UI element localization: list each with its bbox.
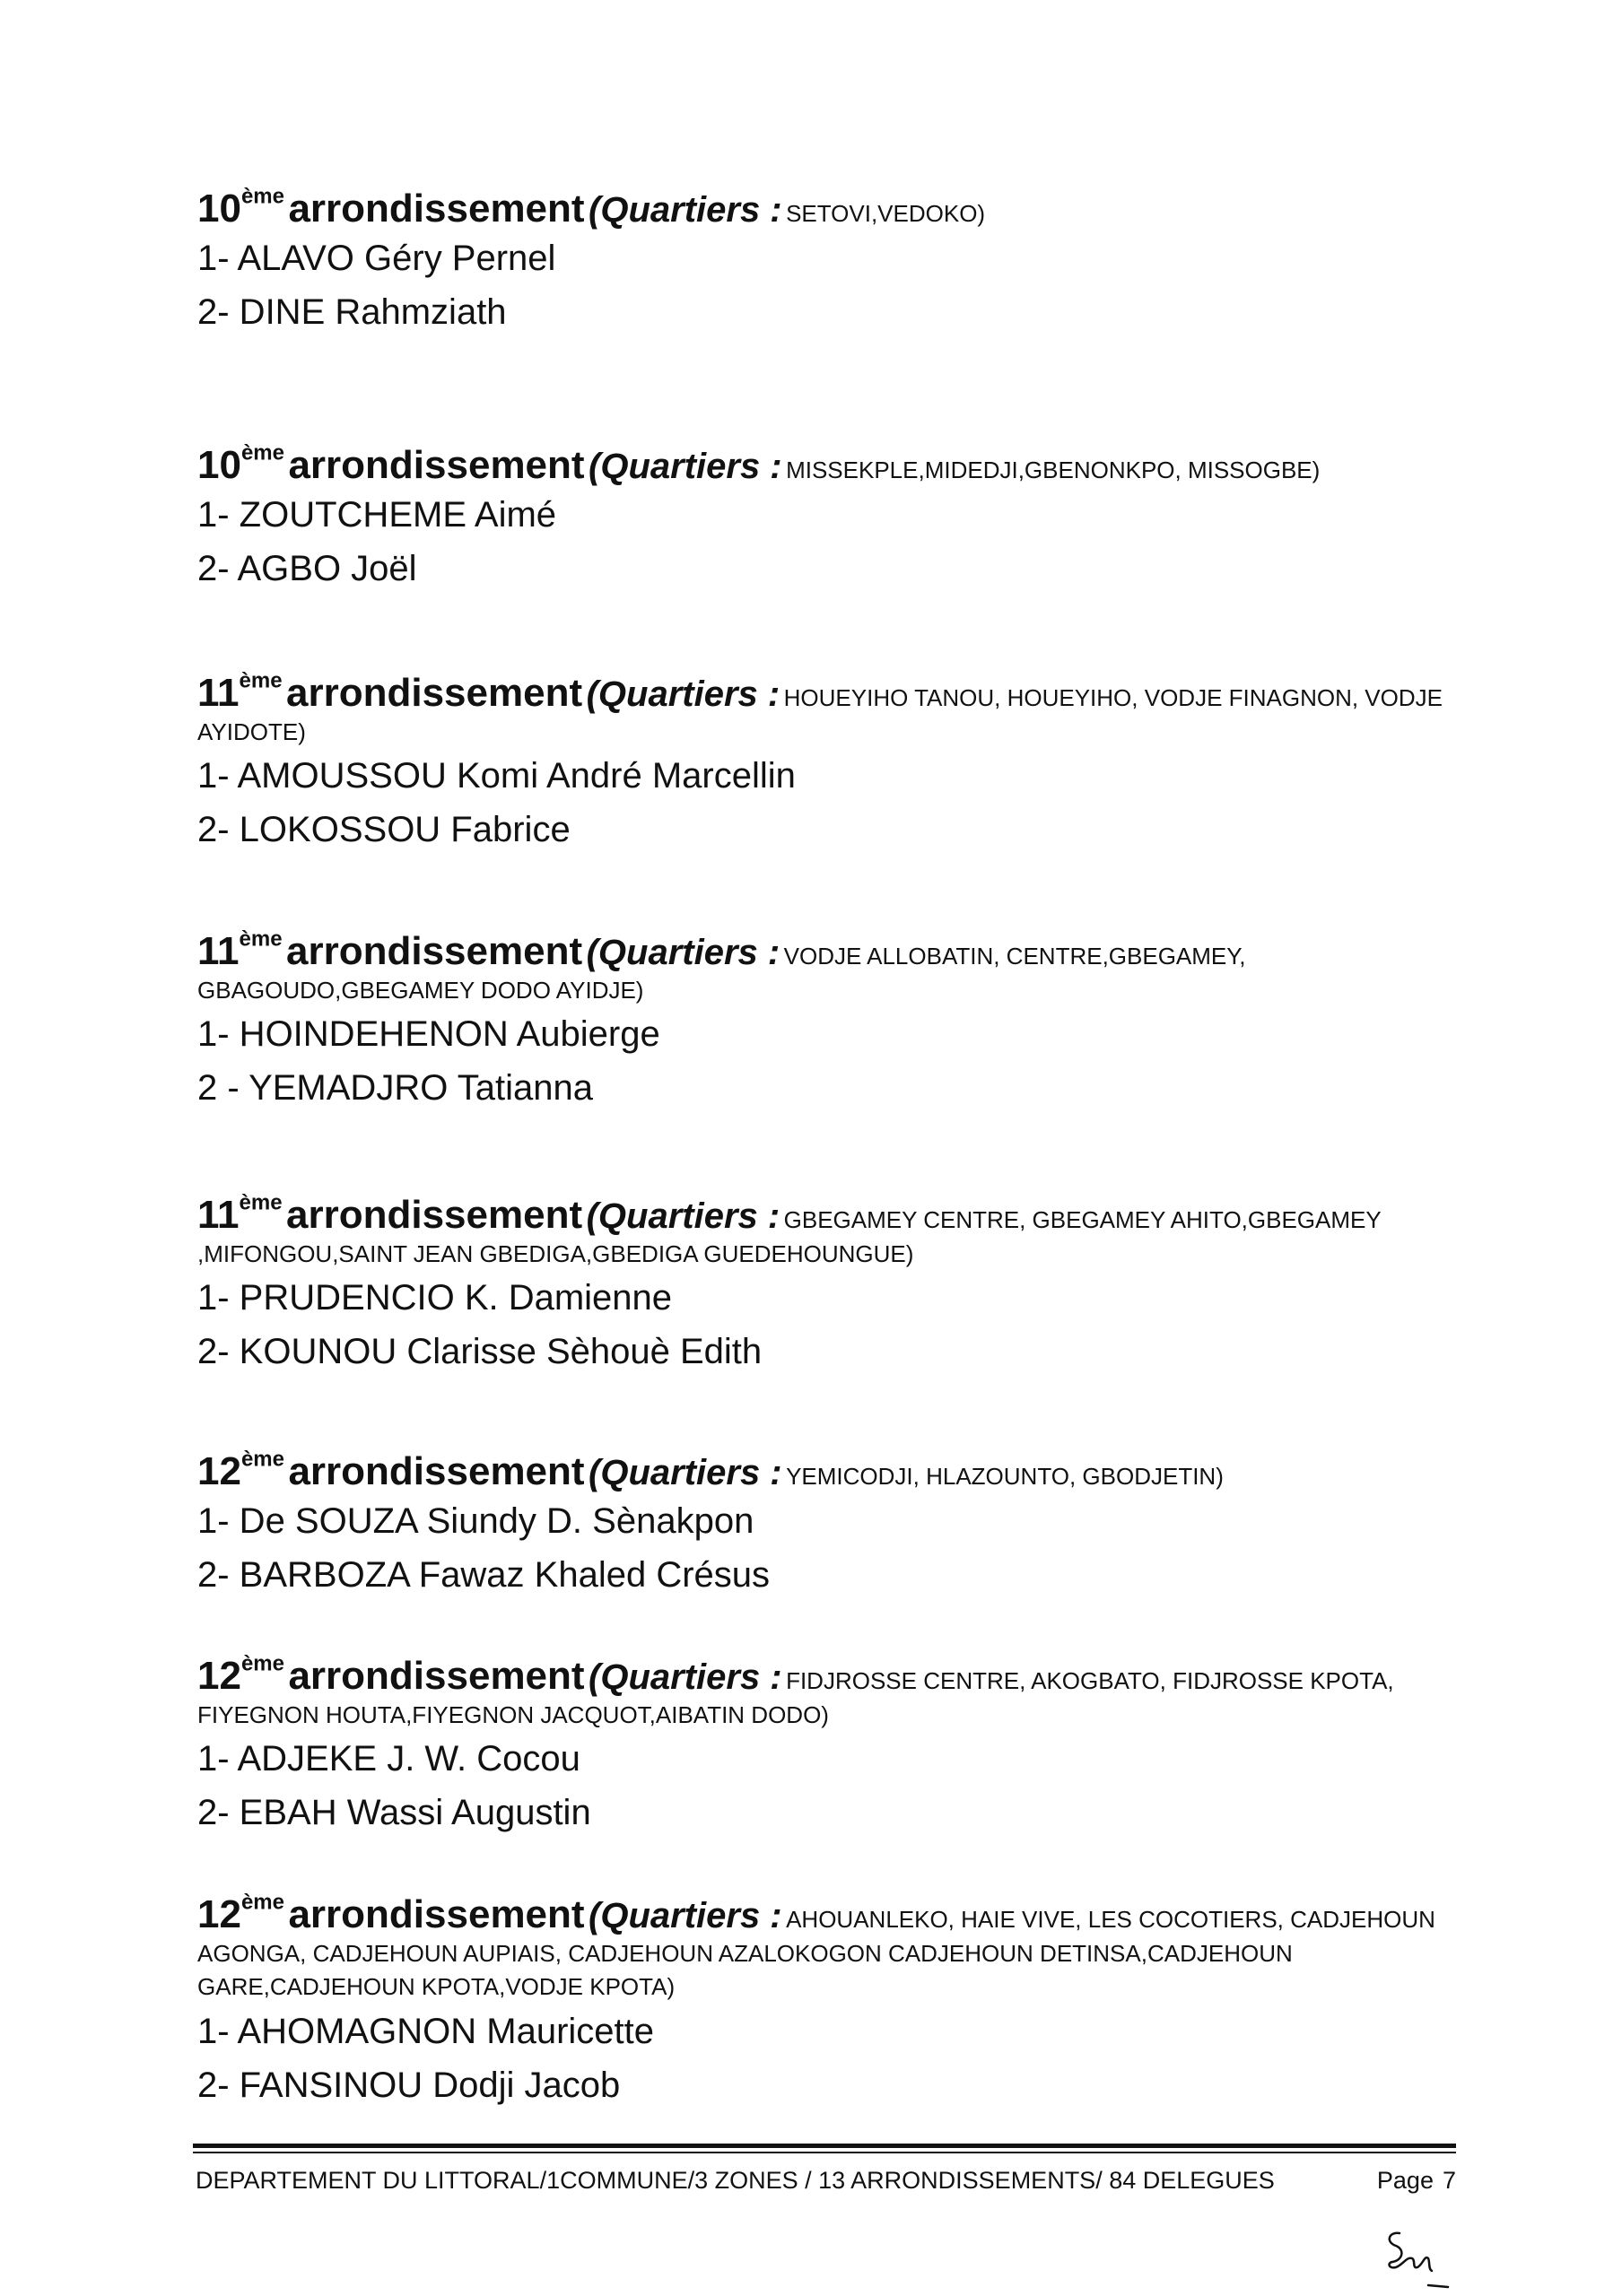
section-heading (197, 1890, 1471, 2005)
arrondissement-number: 12ème (197, 1651, 284, 1698)
arrondissement-number: 12ème (197, 1890, 284, 1936)
arrondissement-label: arrondissement (288, 1654, 585, 1698)
delegate-1: 1- AMOUSSOU Komi André Marcellin (197, 756, 796, 796)
delegate-1: 1- PRUDENCIO K. Damienne (197, 1278, 673, 1318)
arrondissement-label: arrondissement (288, 443, 585, 487)
delegate-2: 2- EBAH Wassi Augustin (197, 1793, 591, 1833)
quartiers-label: (Quartiers : (589, 1896, 782, 1935)
delegate-1: 1- AHOMAGNON Mauricette (197, 2012, 655, 2052)
delegate-2: 2- FANSINOU Dodji Jacob (197, 2066, 621, 2106)
footer-text: DEPARTEMENT DU LITTORAL/1COMMUNE/3 ZONES / 13 ARRONDISSEMENTS/ 84 DELEGUES (196, 2166, 1275, 2194)
section-heading (197, 926, 1471, 1007)
arrondissement-number: 10ème (197, 440, 284, 487)
arrondissement-label: arrondissement (288, 1892, 585, 1936)
delegate-2: 2- DINE Rahmziath (197, 291, 507, 332)
quartiers-list: HOUEYIHO TANOU, HOUEYIHO, VODJE FINAGNON, VODJE AYIDOTE) (197, 684, 1443, 745)
section-heading (197, 184, 1471, 231)
footer-divider (193, 2144, 1456, 2148)
quartiers-list: FIDJROSSE CENTRE, AKOGBATO, FIDJROSSE KPOTA, FIYEGNON HOUTA,FIYEGNON JACQUOT,AIBATIN DODO) (197, 1667, 1394, 1728)
footer-divider-thin (193, 2152, 1456, 2153)
page-number: 7 (1442, 2166, 1456, 2194)
arrondissement-section (197, 1651, 1471, 1839)
delegate-1: 1- ADJEKE J. W. Cocou (197, 1739, 580, 1779)
arrondissement-section (197, 926, 1471, 1115)
delegate-2: 2- AGBO Joël (197, 548, 417, 588)
quartiers-list: YEMICODJI, HLAZOUNTO, GBODJETIN) (786, 1463, 1224, 1490)
arrondissement-label: arrondissement (288, 1449, 585, 1493)
quartiers-label: (Quartiers : (589, 447, 782, 486)
quartiers-label: (Quartiers : (589, 1453, 782, 1492)
arrondissement-number: 10ème (197, 184, 284, 230)
delegate-1: 1- HOINDEHENON Aubierge (197, 1014, 660, 1055)
arrondissement-label: arrondissement (286, 929, 583, 973)
delegate-2: 2- LOKOSSOU Fabrice (197, 810, 571, 850)
quartiers-list: VODJE ALLOBATIN, CENTRE,GBEGAMEY, GBAGOUDO,GBEGAMEY DODO AYIDJE) (197, 943, 1246, 1004)
quartiers-label: (Quartiers : (589, 1657, 782, 1697)
quartiers-list: AHOUANLEKO, HAIE VIVE, LES COCOTIERS, CADJEHOUN AGONGA, CADJEHOUN AUPIAIS, CADJEHOUN AZALOKOGON CADJEHOUN DETINSA,CADJEHOUN GARE,CADJEHOUN KPOTA,VODJE KPOTA) (197, 1906, 1435, 2001)
section-heading (197, 440, 1471, 488)
quartiers-list: MISSEKPLE,MIDEDJI,GBENONKPO, MISSOGBE) (786, 457, 1321, 483)
section-heading (197, 1651, 1471, 1732)
arrondissement-section (197, 1890, 1471, 2112)
arrondissement-section (197, 668, 1471, 857)
section-heading (197, 668, 1471, 749)
arrondissement-number: 11ème (197, 1190, 283, 1237)
quartiers-label: (Quartiers : (586, 933, 780, 972)
quartiers-list: GBEGAMEY CENTRE, GBEGAMEY AHITO,GBEGAMEY ,MIFONGOU,SAINT JEAN GBEDIGA,GBEDIGA GUEDEHOUNGUE) (197, 1206, 1382, 1267)
arrondissement-number: 11ème (197, 668, 283, 715)
arrondissement-number: 11ème (197, 926, 283, 973)
page-footer (196, 2158, 1456, 2203)
quartiers-list: SETOVI,VEDOKO) (786, 200, 986, 227)
arrondissement-label: arrondissement (286, 671, 583, 715)
arrondissement-label: arrondissement (286, 1193, 583, 1237)
delegate-1: 1- ZOUTCHEME Aimé (197, 494, 557, 535)
quartiers-label: (Quartiers : (586, 1196, 780, 1236)
arrondissement-label: arrondissement (288, 187, 585, 230)
arrondissement-section (197, 1190, 1471, 1378)
page-indicator (1377, 2167, 1456, 2195)
section-heading (197, 1447, 1471, 1494)
page-label: Page (1376, 2166, 1434, 2194)
delegate-1: 1- De SOUZA Siundy D. Sènakpon (197, 1500, 754, 1541)
delegate-2: 2- KOUNOU Clarisse Sèhouè Edith (197, 1332, 763, 1372)
arrondissement-section (197, 440, 1471, 596)
delegate-2: 2 - YEMADJRO Tatianna (197, 1068, 593, 1109)
handwritten-signature (1373, 2222, 1453, 2294)
delegate-2: 2- BARBOZA Fawaz Khaled Crésus (197, 1554, 771, 1595)
quartiers-label: (Quartiers : (589, 190, 782, 230)
delegate-1: 1- ALAVO Géry Pernel (197, 238, 556, 278)
section-heading (197, 1190, 1471, 1271)
arrondissement-number: 12ème (197, 1447, 284, 1493)
quartiers-label: (Quartiers : (586, 674, 780, 714)
arrondissement-section (197, 184, 1471, 339)
arrondissement-section (197, 1447, 1471, 1602)
